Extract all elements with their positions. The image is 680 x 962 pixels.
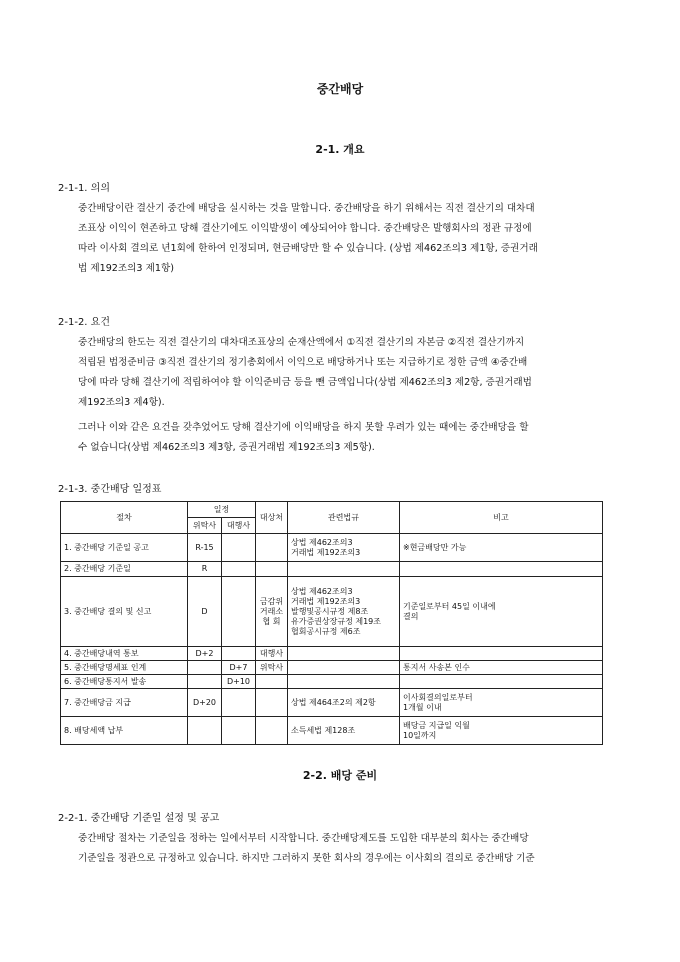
note-line: 배당금 지급일 익월 (403, 720, 470, 730)
table-row (61, 717, 603, 745)
cell-note (400, 647, 603, 661)
table-row (61, 689, 603, 717)
cell-note (400, 534, 603, 562)
paragraph-requirements-1 (78, 333, 606, 413)
cell-target (256, 577, 288, 647)
table-row (61, 675, 603, 689)
text-line: 중간배당 절차는 기준일을 정하는 일에서부터 시작합니다. 중간배당제도를 도입한 대부분의 회사는 중간배당 (78, 833, 529, 844)
text-line: 기준일을 정관으로 규정하고 있습니다. 하지만 그러하지 못한 회사의 경우에는 이사회의 결의로 중간배당 기준 (78, 853, 535, 864)
cell-target (256, 562, 288, 577)
subsection-heading-record-date: 2-2-1. 중간배당 기준일 설정 및 공고 (58, 813, 220, 824)
table-row (61, 577, 603, 647)
cell-target (256, 675, 288, 689)
cell-consignor: D (188, 577, 222, 647)
schedule-table (60, 501, 603, 745)
cell-regulation (288, 675, 400, 689)
regulation-line: 협회공시규정 제6조 (291, 626, 361, 636)
cell-note (400, 661, 603, 675)
cell-consignor: D+2 (188, 647, 222, 661)
text-line: 수 없습니다(상법 제462조의3 제3항, 증권거래법 제192조의3 제5항). (78, 442, 375, 453)
table-row (61, 647, 603, 661)
text-line: 적립된 법정준비금 ③직전 결산기의 정기총회에서 이익으로 배당하거나 또는 지급하기로 정한 금액 ④중간배 (78, 357, 528, 368)
header-regulation: 관련법규 (288, 502, 400, 534)
text-line: 따라 이사회 결의로 년1회에 한하여 인정되며, 현금배당만 할 수 있습니다. (상법 제462조의3 제1항, 증권거래 (78, 243, 538, 254)
note-line: 기준일로부터 45일 이내에 (403, 601, 496, 611)
cell-consignor (188, 661, 222, 675)
regulation-line: 발행및공시규정 제8조 (291, 606, 369, 616)
target-line: 협 회 (262, 616, 281, 626)
cell-agent: D+10 (222, 675, 256, 689)
cell-target (256, 534, 288, 562)
cell-target (256, 717, 288, 745)
cell-agent (222, 689, 256, 717)
cell-regulation (288, 717, 400, 745)
header-note: 비고 (400, 502, 603, 534)
subsection-heading-requirements: 2-1-2. 요건 (58, 317, 110, 328)
cell-regulation (288, 577, 400, 647)
header-schedule: 일정 (188, 502, 256, 518)
cell-regulation (288, 562, 400, 577)
cell-note (400, 562, 603, 577)
note-line: 1개월 이내 (403, 702, 442, 712)
target-line: 금감위 (259, 596, 284, 606)
target-line: 거래소 (259, 606, 284, 616)
section-heading-overview: 2-1. 개요 (315, 143, 365, 156)
cell-regulation (288, 534, 400, 562)
header-consignor: 위탁사 (188, 518, 222, 534)
text-line: 조표상 이익이 현존하고 당해 결산기에도 이익발생이 예상되어야 합니다. 중간배당은 발행회사의 정관 규정에 (78, 223, 532, 234)
header-target: 대상처 (256, 502, 288, 534)
cell-agent (222, 534, 256, 562)
document-title: 중간배당 (316, 82, 364, 96)
cell-agent (222, 562, 256, 577)
cell-note (400, 577, 603, 647)
cell-note (400, 689, 603, 717)
cell-note (400, 675, 603, 689)
regulation-line: 거래법 제192조의3 (291, 547, 361, 557)
cell-step: 4. 중간배당내역 통보 (61, 647, 188, 661)
cell-step: 6. 중간배당통지서 발송 (61, 675, 188, 689)
regulation-line: 상법 제464조2의 제2항 (291, 697, 376, 707)
note-line: 10일까지 (403, 730, 437, 740)
subsection-heading-meaning: 2-1-1. 의의 (58, 183, 110, 194)
section-heading-preparation: 2-2. 배당 준비 (302, 769, 378, 782)
cell-regulation (288, 689, 400, 717)
text-line: 당에 따라 당해 결산기에 적립하여야 할 이익준비금 등을 뺀 금액입니다(상법 제462조의3 제2항, 증권거래법 (78, 377, 532, 388)
cell-consignor: R (188, 562, 222, 577)
text-line: 중간배당의 한도는 직전 결산기의 대차대조표상의 순재산액에서 ①직전 결산기의 자본금 ②직전 결산기까지 (78, 337, 525, 348)
cell-step: 1. 중간배당 기준일 공고 (61, 534, 188, 562)
cell-agent: D+7 (222, 661, 256, 675)
cell-regulation (288, 647, 400, 661)
cell-consignor (188, 675, 222, 689)
cell-step: 3. 중간배당 결의 및 신고 (61, 577, 188, 647)
regulation-line: 유가증권상장규정 제19조 (291, 616, 382, 626)
paragraph-requirements-2 (78, 418, 606, 458)
note-line: 이사회결의일로부터 (403, 692, 473, 702)
header-agent: 대행사 (222, 518, 256, 534)
table-row (61, 534, 603, 562)
cell-step: 8. 배당세액 납부 (61, 717, 188, 745)
table-row (61, 661, 603, 675)
table-header-row (61, 502, 603, 518)
cell-consignor: D+20 (188, 689, 222, 717)
cell-target: 대행사 (256, 647, 288, 661)
cell-target: 위탁사 (256, 661, 288, 675)
cell-consignor: R-15 (188, 534, 222, 562)
text-line: 제192조의3 제4항). (78, 397, 165, 408)
text-line: 그러나 이와 같은 요건을 갖추었어도 당해 결산기에 이익배당을 하지 못할 우려가 있는 때에는 중간배당을 할 (78, 422, 529, 433)
regulation-line: 상법 제462조의3 (291, 586, 353, 596)
cell-target (256, 689, 288, 717)
cell-note (400, 717, 603, 745)
cell-step: 2. 중간배당 기준일 (61, 562, 188, 577)
text-line: 중간배당이란 결산기 중간에 배당을 실시하는 것을 말합니다. 중간배당을 하기 위해서는 직전 결산기의 대차대 (78, 203, 535, 214)
header-step: 절차 (61, 502, 188, 534)
note-line: 결의 (403, 611, 419, 621)
subsection-heading-schedule: 2-1-3. 중간배당 일정표 (58, 484, 162, 495)
cell-agent (222, 647, 256, 661)
text-line: 법 제192조의3 제1항) (78, 263, 174, 274)
note-line: ※현금배당만 가능 (403, 542, 467, 552)
cell-step: 7. 중간배당금 지급 (61, 689, 188, 717)
cell-consignor (188, 717, 222, 745)
paragraph-record-date (78, 829, 606, 869)
regulation-line: 소득세법 제128조 (291, 725, 356, 735)
regulation-line: 상법 제462조의3 (291, 537, 353, 547)
regulation-line: 거래법 제192조의3 (291, 596, 361, 606)
table-row (61, 562, 603, 577)
cell-regulation (288, 661, 400, 675)
note-line: 통지서 사송본 인수 (403, 662, 470, 672)
cell-agent (222, 717, 256, 745)
cell-step: 5. 중간배당명세표 인계 (61, 661, 188, 675)
cell-agent (222, 577, 256, 647)
paragraph-meaning (78, 199, 606, 279)
